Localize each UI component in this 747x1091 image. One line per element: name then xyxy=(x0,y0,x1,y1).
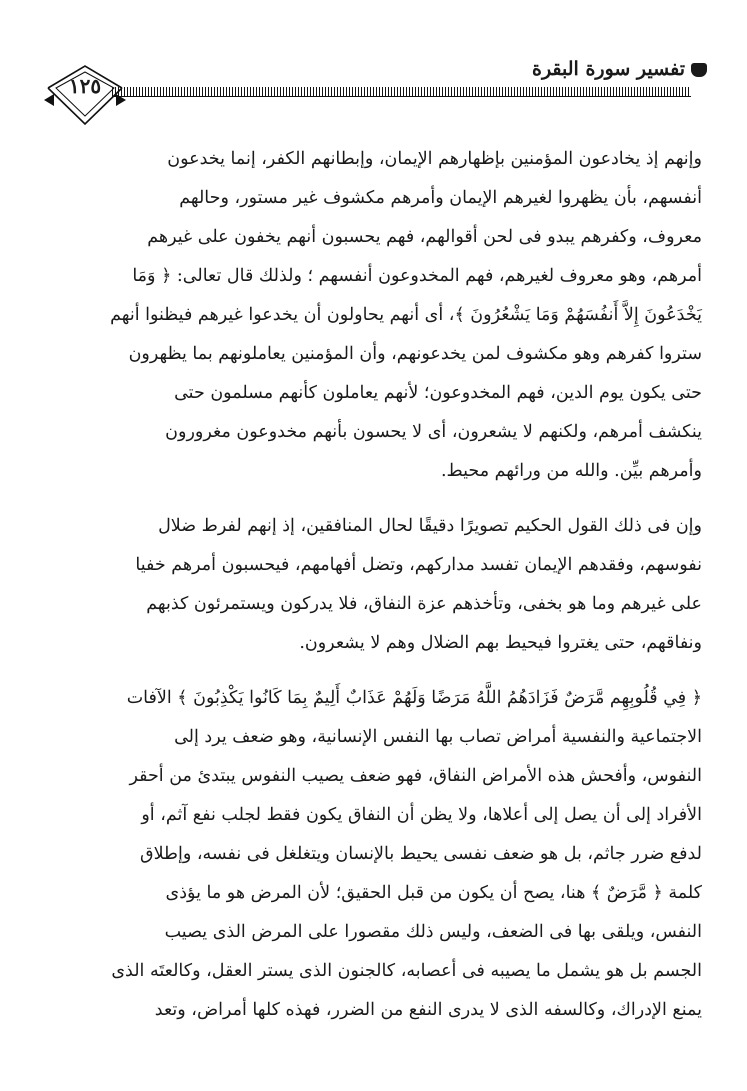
text-line: لدفع ضرر جاثم، بل هو ضعف نفسى يحيط بالإنسان ويتغلغل فى نفسه، وإطلاق xyxy=(140,844,702,864)
paragraph-3 xyxy=(48,679,702,1030)
text-line: نفوسهم، وفقدهم الإيمان تفسد مداركهم، وتضل أفهامهم، فيحسبون أمرهم خفيا xyxy=(135,555,702,575)
text-line: أنفسهم، بأن يظهروا لغيرهم الإيمان وأمرهم مكشوف غير مستور، وحالهم xyxy=(179,188,702,208)
text-line: النفس، ويلقى بها فى الضعف، وليس ذلك مقصورا على المرض الذى يصيب xyxy=(164,922,702,942)
text-line: يمنع الإدراك، وكالسفه الذى لا يدرى النفع من الضرر، فهذه كلها أمراض، وتعد xyxy=(154,1000,702,1020)
text-line: أمرهم، وهو معروف لغيرهم، فهم المخدوعون أنفسهم ؛ ولذلك قال تعالى: ﴿ وَمَا xyxy=(132,266,702,286)
text-line: وإن فى ذلك القول الحكيم تصويرًا دقيقًا لحال المنافقين، إذ إنهم لفرط ضلال xyxy=(158,516,702,536)
page-number: ١٢٥ xyxy=(68,74,102,98)
text-line: على غيرهم وما هو بخفى، وتأخذهم عزة النفاق، فلا يدركون ويستمرئون كذبهم xyxy=(146,594,702,614)
page-body xyxy=(48,140,702,1030)
text-line: يَخْدَعُونَ إِلاَّ أَنفُسَهُمْ وَمَا يَشْعُرُونَ ﴾، أى أنهم يحاولون أن يخدعوا غيرهم فيظنوا أنهم xyxy=(110,305,702,325)
running-title: تفسير سورة البقرة xyxy=(531,58,685,80)
text-line: النفوس، وأفحش هذه الأمراض النفاق، فهو ضعف يصيب النفوس يبتدئ من أحقر xyxy=(129,766,702,786)
header-rule xyxy=(112,87,691,97)
text-line: معروف، وكفرهم يبدو فى لحن أقوالهم، فهم يحسبون أنهم يخفون على غيرهم xyxy=(147,227,702,247)
text-line: وإنهم إذ يخادعون المؤمنين بإظهارهم الإيمان، وإبطانهم الكفر، إنما يخدعون xyxy=(167,149,702,169)
paragraph-2 xyxy=(48,507,702,663)
title-ornament-icon xyxy=(691,63,707,77)
text-line: ﴿ فِي قُلُوبِهِم مَّرَضٌ فَزَادَهُمُ اللَّهُ مَرَضًا وَلَهُمْ عَذَابٌ أَلِيمٌ بِمَا كَانُوا يَكْذِبُونَ ﴾ الآفات xyxy=(126,688,702,708)
text-line: حتى يكون يوم الدين، فهم المخدوعون؛ لأنهم يعاملون كأنهم مسلمون حتى xyxy=(174,383,702,403)
text-line: ينكشف أمرهم، ولكنهم لا يشعرون، أى لا يحسون بأنهم مخدوعون مغرورون xyxy=(165,422,702,442)
page-header xyxy=(0,0,747,140)
text-line: الجسم بل هو يشمل ما يصيبه فى أعصابه، كالجنون الذى يستر العقل، وكالعتَه الذى xyxy=(111,961,702,981)
text-line: وأمرهم بيِّن. والله من ورائهم محيط. xyxy=(440,461,702,481)
text-line: ونفاقهم، حتى يغتروا فيحيط بهم الضلال وهم لا يشعرون. xyxy=(299,633,702,653)
paragraph-1 xyxy=(48,140,702,491)
text-line: الاجتماعية والنفسية أمراض تصاب بها النفس الإنسانية، وهو ضعف يرد إلى xyxy=(174,727,702,747)
text-line: كلمة ﴿ مَّرَضٌ ﴾ هنا، يصح أن يكون من قبل الحقيق؛ لأن المرض هو ما يؤذى xyxy=(165,883,702,903)
text-line: ستروا كفرهم وهو مكشوف لمن يخدعونهم، وأن المؤمنين يعاملونهم بما يظهرون xyxy=(128,344,702,364)
text-line: الأفراد إلى أن يصل إلى أعلاها، ولا يظن أن النفاق يكون فقط لجلب نفع آثم، أو xyxy=(141,805,702,825)
